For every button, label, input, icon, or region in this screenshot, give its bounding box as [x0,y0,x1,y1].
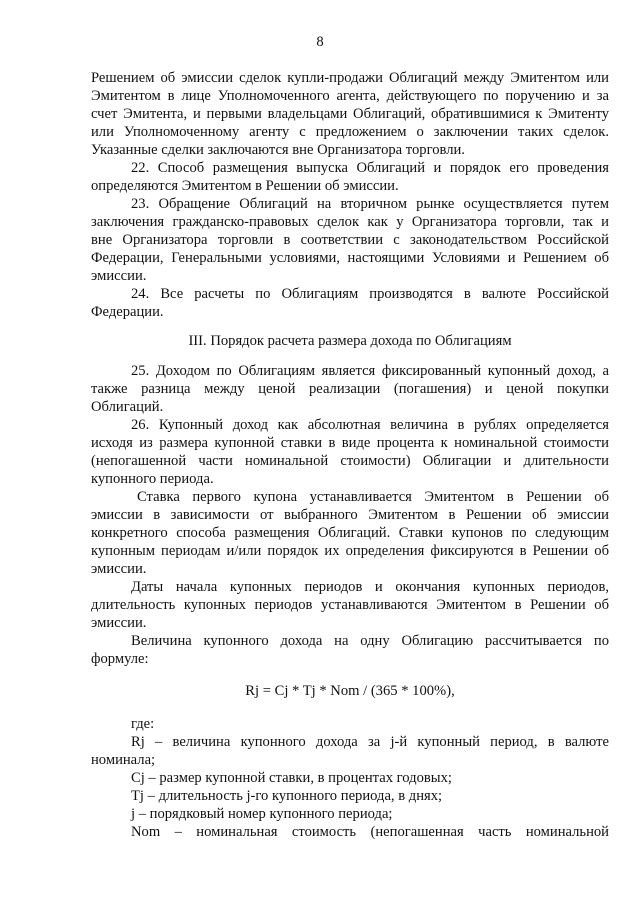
text-line: эмиссии в зависимости от выбранного Эмитентом в Решении об эмиссии [91,507,609,523]
text-line: эмиссии. [91,268,147,284]
text-line: определяются Эмитентом в Решении об эмиссии. [91,178,399,194]
text-line: Федерации. [91,304,164,320]
text-line: конкретного способа размещения Облигаций. Ставки купонов по следующим [91,525,609,541]
text-line: купонным периодам и/или порядок их определения фиксируются в Решении об [91,543,609,559]
text-line: счет Эмитента, и первыми владельцами Облигаций, обратившимися к Эмитенту [91,106,609,122]
paragraph-24-line: 24. Все расчеты по Облигациям производятся в валюте Российской [131,286,609,302]
text-line: формуле: [91,651,149,667]
text-line: вне Организатора торговли в соответствии с законодательством Российской [91,232,609,248]
section-heading: III. Порядок расчета размера дохода по Облигациям [188,333,512,349]
paragraph-26-line: 26. Купонный доход как абсолютная величина в рублях определяется [131,417,609,433]
text-line: длительность купонных периодов устанавливаются Эмитентом в Решении об [91,597,609,613]
text-line: исходя из размера купонной ставки в виде процента к номинальной стоимости [91,435,609,451]
formula-legend-line: Cj – размер купонной ставки, в процентах годовых; [131,770,452,786]
formula-legend-line: j – порядковый номер купонного периода; [131,806,393,822]
text-line: Облигаций. [91,399,164,415]
formula-legend-line: Tj – длительность j-го купонного периода, в днях; [131,788,443,804]
text-line: эмиссии. [91,561,147,577]
paragraph-25-line: 25. Доходом по Облигациям является фиксированный купонный доход, а [131,363,609,379]
text-line: Федерации, Генеральными условиями, настоящими Условиями и Решением об [91,250,609,266]
text-line: заключения гражданско-правовых сделок как у Организатора торговли, так и [91,214,609,230]
text-line: эмиссии. [91,615,147,631]
text-line: купонного периода. [91,471,214,487]
paragraph-22-line: 22. Способ размещения выпуска Облигаций и порядок его проведения [131,160,609,176]
text-line: Ставка первого купона устанавливается Эмитентом в Решении об [137,489,609,505]
text-line: Даты начала купонных периодов и окончания купонных периодов, [131,579,609,595]
text-line: номинала; [91,752,156,768]
text-line: Указанные сделки заключаются вне Организатора торговли. [91,142,465,158]
text-line: также разница между ценой реализации (погашения) и ценой покупки [91,381,609,397]
formula-legend-line: Nom – номинальная стоимость (непогашенная часть номинальной [131,824,609,840]
coupon-formula: Rj = Cj * Tj * Nom / (365 * 100%), [245,683,455,699]
text-line: Величина купонного дохода на одну Облигацию рассчитывается по [131,633,609,649]
text-line: (непогашенной части номинальной стоимости) Облигации и длительности [91,453,609,469]
paragraph-23-line: 23. Обращение Облигаций на вторичном рынке осуществляется путем [131,196,609,212]
text-line: где: [131,716,155,732]
page-number: 8 [316,34,324,50]
text-line: или Уполномоченному агенту с предложением о заключении таких сделок. [91,124,609,140]
formula-legend-line: Rj – величина купонного дохода за j-й купонный период, в валюте [131,734,609,750]
text-line: Эмитентом в лице Уполномоченного агента, действующего по поручению и за [91,88,609,104]
text-line: Решением об эмиссии сделок купли-продажи Облигаций между Эмитентом или [91,70,609,86]
